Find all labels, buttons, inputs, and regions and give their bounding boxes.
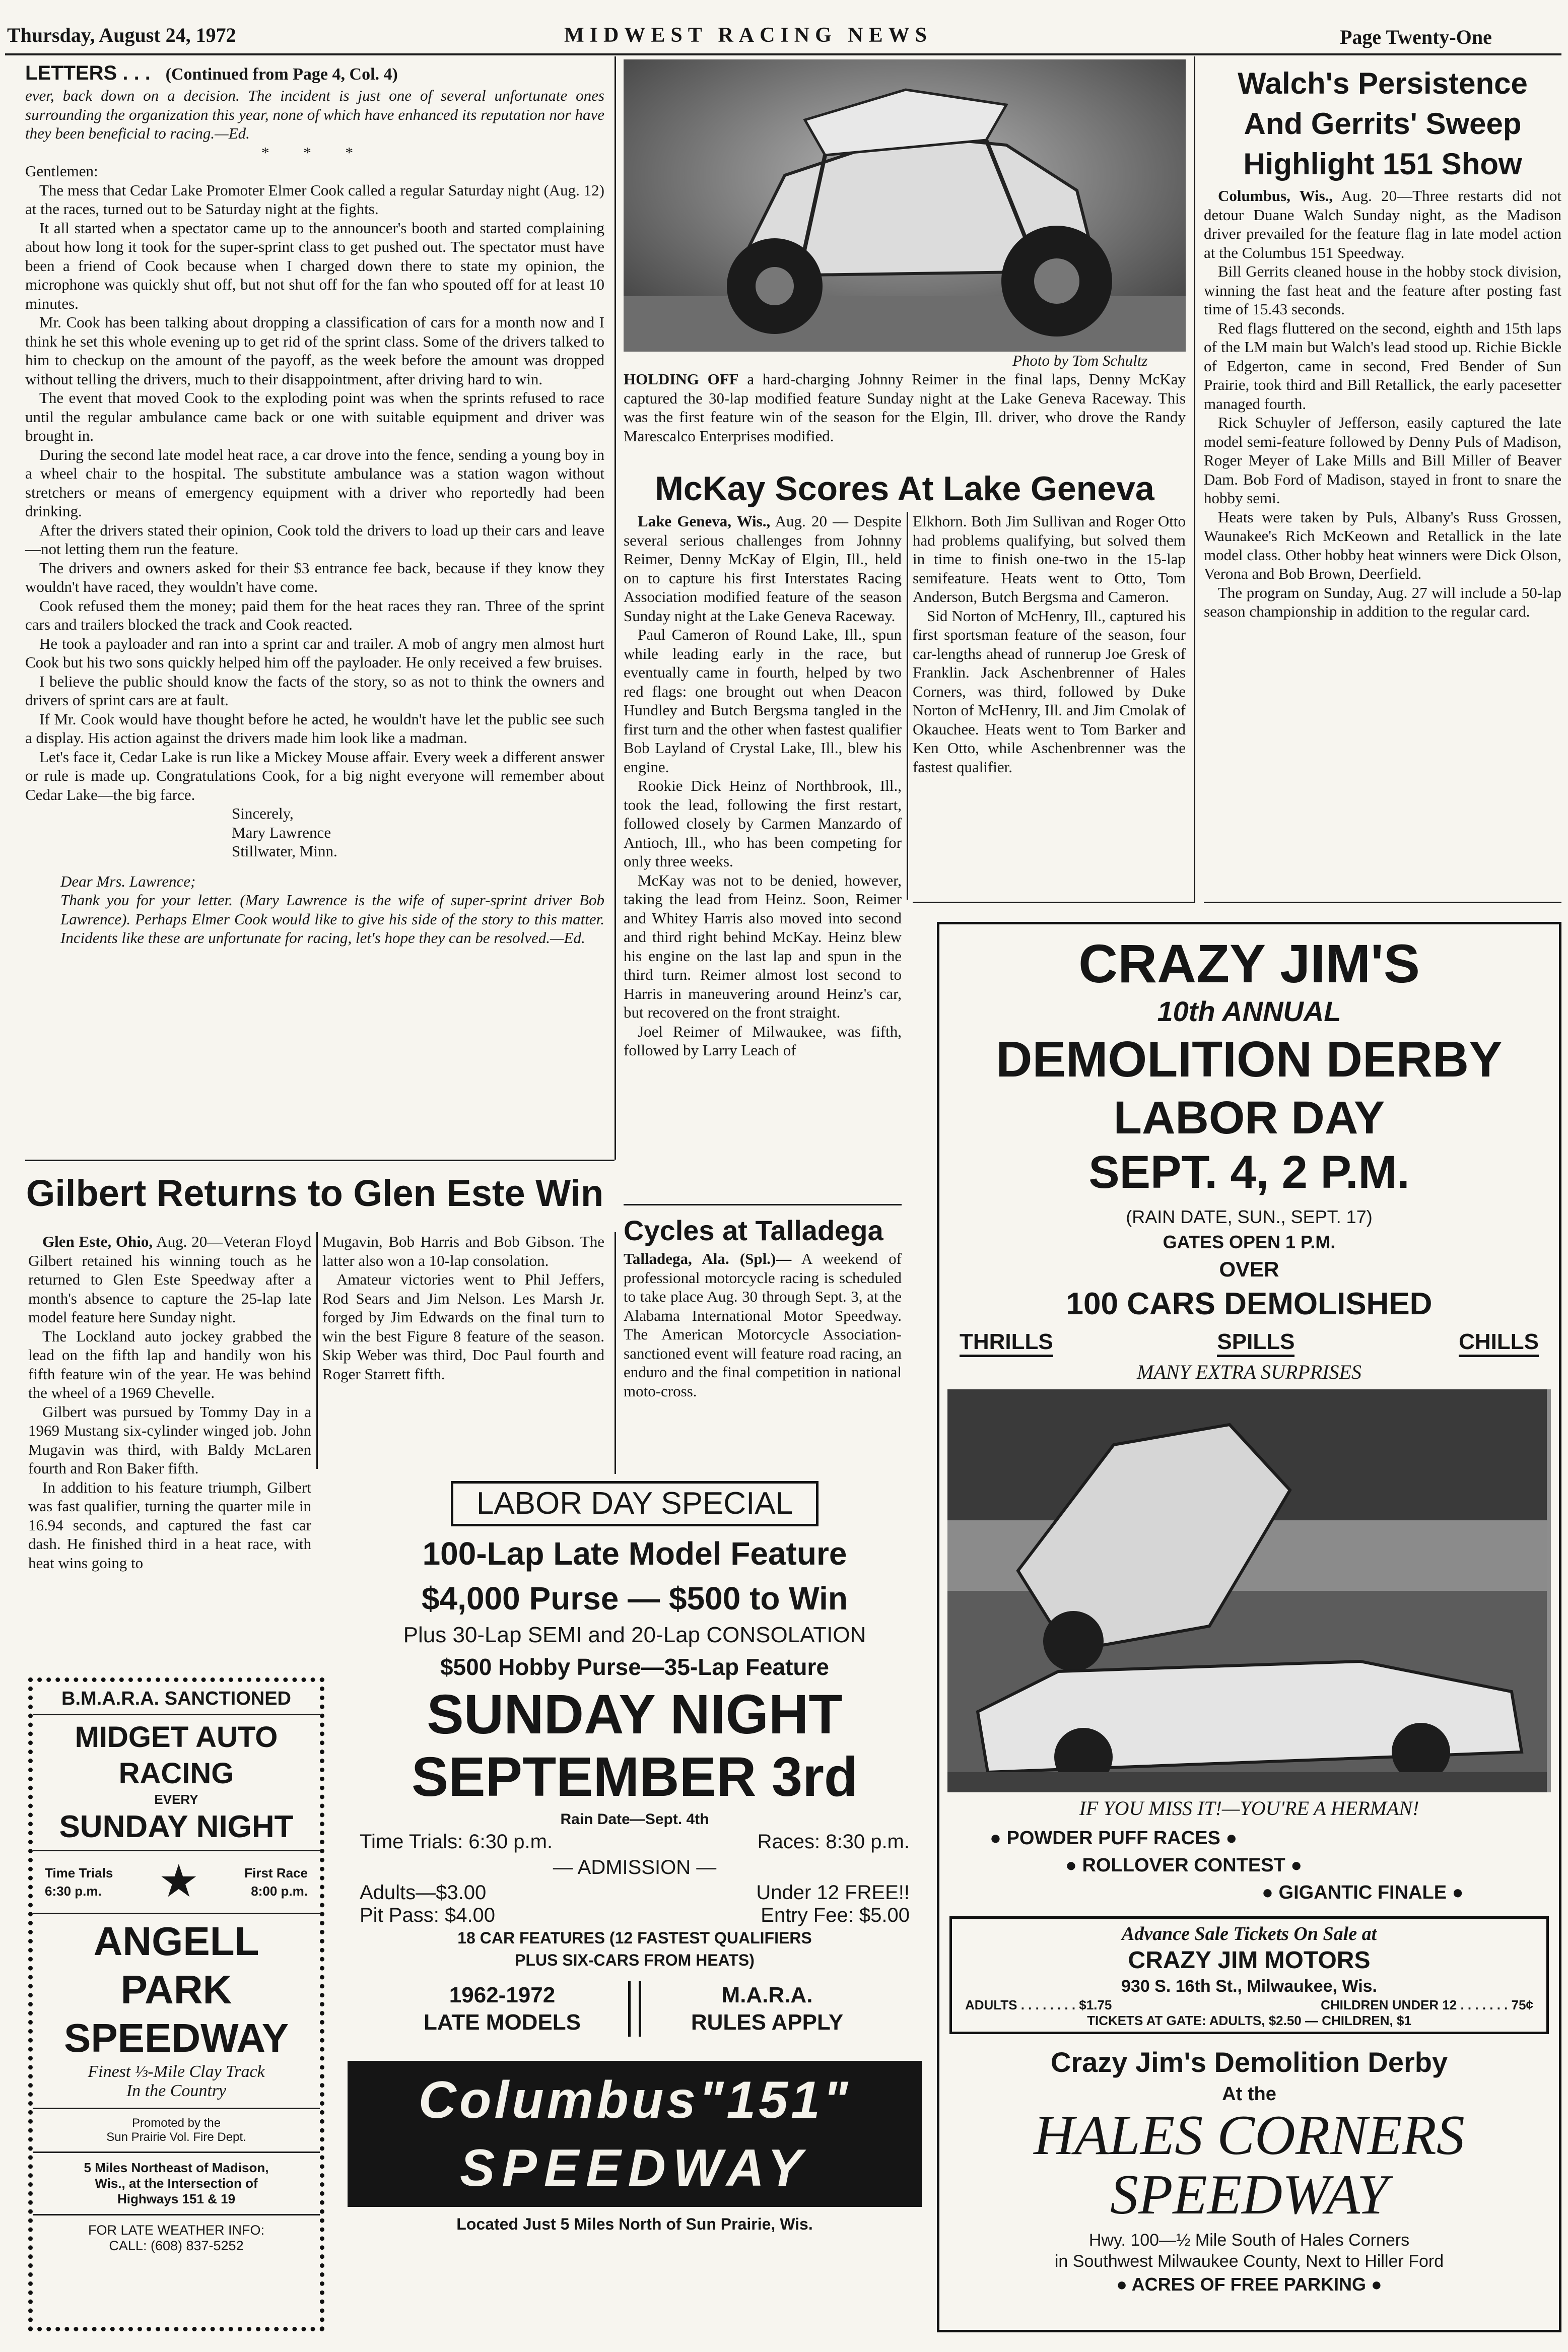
letters-reply: Thank you for your letter. (Mary Lawrence is the wife of super-sprint driver Bob Lawrence). Perhaps Elmer Cook would like to give his side of the story to this matter. Incidents like these are unfortunate for racing, let's hope they can be resolved.—Ed. (60, 891, 604, 947)
walch-paragraph: Heats were taken by Puls, Albany's Russ Grossen, Waunakee's Rich McKeown and Retallick in the late model class. Other hobby heat winners were Dick Olson, Verona and Bob Brown, Deerfield. (1204, 508, 1561, 582)
labor-mara: M.A.R.A. (721, 1983, 813, 2007)
cycles-headline: Cycles at Talladega (624, 1215, 883, 1246)
signoff-line: Stillwater, Minn. (232, 842, 337, 860)
race-car-photo (624, 59, 1186, 352)
masthead-paper: MIDWEST RACING NEWS (564, 24, 932, 47)
angell-fr-time: 8:00 p.m. (251, 1884, 308, 1899)
derby-rollover: ROLLOVER CONTEST (1082, 1855, 1285, 1876)
signoff-line: Mary Lawrence (232, 823, 331, 841)
masthead-rule (5, 53, 1561, 55)
labor-under-12: Under 12 FREE!! (756, 1881, 910, 1904)
walch-headline: And Gerrits' Sweep (1244, 107, 1522, 141)
gilbert-paragraph: Amateur victories went to Phil Jeffers, Rod Sears and Jim Nelson. Les Marsh Jr. forged by Jim Edwards on the final turn to win the best Figure 8 feature of the season. Skip Weber was third, Doc Paul fourth and Roger Starrett fifth. (322, 1270, 604, 1383)
derby-advance: Advance Sale Tickets On Sale at (1121, 1923, 1377, 1944)
column-rule-2 (1194, 56, 1195, 903)
star-icon: ★ (158, 1857, 199, 1907)
derby-ticket-box (949, 1916, 1549, 2034)
labor-prices-1 (337, 1881, 932, 1904)
mckay-paragraph: Sid Norton of McHenry, Ill., captured his first sportsman feature of the season, four car-lengths ahead of runnerup Joe Gresk of Franklin. Jack Aschenbrenner of Hales Corners, was third, followed by Duke Norton of McHenry, Ill. and Jim Cmolak of Okauchee. Heats went to Tom Barker and Ken Otto, while Aschenbrenner was the fastest qualifier. (913, 607, 1186, 776)
angell-sunday: SUNDAY NIGHT (59, 1809, 294, 1844)
derby-thrills-row (939, 1324, 1559, 1357)
letters-reply-salutation: Dear Mrs. Lawrence; (60, 872, 196, 890)
bullet-icon: ● (1116, 2274, 1132, 2295)
race-car-image (624, 59, 1186, 352)
mckay-paragraph: Paul Cameron of Round Lake, Ill., spun while leading early in the race, but eventually came in fourth, helped by two red flags: one brought out when Deacon Hundley and Butch Bergsma tangled in the first turn and the other when fastest qualifier Bob Layland of Crystal Lake, Ill., blew his engine. (624, 626, 902, 776)
derby-thrills: THRILLS (960, 1329, 1053, 1357)
columbus-speedway-name-1: Columbus"151" (418, 2071, 851, 2129)
mckay-column-1 (624, 512, 902, 1060)
letters-paragraph: I believe the public should know the facts of the story, so as not to think the owners and drivers of sprint cars are at fault. (25, 672, 604, 709)
labor-line-2: $4,000 Purse — $500 to Win (421, 1580, 848, 1617)
walch-paragraph: Bill Gerrits cleaned house in the hobby stock division, winning the fast heat and the feature after posting fast time of 15.43 seconds. (1204, 262, 1561, 318)
derby-hales-1: HALES CORNERS (1034, 2104, 1465, 2167)
letters-paragraph: The event that moved Cook to the exploding point was when the sprints refused to race until the regular ambulance came back or one with suitable equipment and driver was brought in. (25, 389, 604, 444)
angell-location-3: Highways 151 & 19 (117, 2191, 236, 2206)
letters-paragraph: Let's face it, Cedar Lake is run like a Mickey Mouse affair. Every week a different answer or rule is made up. Congratulations Cook, for a big night everyone will remember about Cedar Lake—the big farce. (25, 748, 604, 803)
labor-banner: LABOR DAY SPECIAL (451, 1481, 819, 1526)
derby-bullet-2 (939, 1852, 1559, 1879)
derby-parking: ACRES OF FREE PARKING (1131, 2274, 1367, 2295)
labor-entry-fee: Entry Fee: $5.00 (761, 1904, 910, 1926)
derby-hales-2: SPEEDWAY (1110, 2164, 1389, 2226)
angell-sanctioned: B.M.A.R.A. SANCTIONED (61, 1688, 291, 1709)
derby-finale: GIGANTIC FINALE (1278, 1882, 1447, 1903)
column-rule-3 (615, 1232, 616, 1474)
walch-headline: Walch's Persistence (1238, 66, 1528, 100)
derby-hwy-1: Hwy. 100—½ Mile South of Hales Corners (1088, 2231, 1410, 2250)
cycles-top-rule (624, 1204, 902, 1205)
derby-parking-row (939, 2272, 1559, 2297)
mckay-headline: McKay Scores At Lake Geneva (655, 469, 1154, 508)
labor-rules: RULES APPLY (691, 2010, 844, 2035)
gilbert-column-rule (316, 1232, 318, 1469)
angell-rule (33, 2214, 320, 2215)
labor-day-ad (337, 1481, 932, 2327)
angell-tt-label: Time Trials (45, 1865, 113, 1880)
angell-finest: Finest ⅓-Mile Clay Track (88, 2062, 265, 2081)
gilbert-first: Aug. 20—Veteran Floyd Gilbert retained his winning touch as he returned to Glen Este Speedway after a month's absence to capture the 25-lap late model feature here Sunday night. (28, 1233, 312, 1326)
cycles-body (624, 1249, 902, 1400)
derby-gate-prices: TICKETS AT GATE: ADULTS, $2.50 — CHILDREN, $1 (1087, 2013, 1411, 2028)
mckay-first: Aug. 20 — Despite several serious challenges from Johnny Reimer, Denny McKay of Elgin, Ill., held on to capture his first Interstates Racing Association modified feature of the season Sunday night at the Lake Geneva Raceway. (624, 512, 902, 625)
labor-cars-2: PLUS SIX-CARS FROM HEATS) (515, 1951, 755, 1969)
derby-address: 930 S. 16th St., Milwaukee, Wis. (1121, 1977, 1377, 1996)
bullet-icon: ● (1220, 1828, 1238, 1849)
demolition-derby-ad (937, 922, 1561, 2332)
derby-hwy-2: in Southwest Milwaukee County, Next to Hiller Ford (1054, 2252, 1444, 2271)
mckay-paragraph: Elkhorn. Both Jim Sullivan and Roger Otto had problems qualifying, but solved them in time to finish one-two in the 15-lap semifeature. Heats went to Otto, Tom Anderson, Butch Bergsma and Cameron. (913, 512, 1186, 606)
labor-time-trials: Time Trials: 6:30 p.m. (360, 1831, 553, 1853)
derby-children: CHILDREN UNDER 12 . . . . . . . 75¢ (1321, 1997, 1533, 2012)
bullet-icon: ● (1065, 1855, 1082, 1876)
gilbert-paragraph: Mugavin, Bob Harris and Bob Gibson. The latter also won a 10-lap consolation. (322, 1233, 604, 1269)
bullet-icon: ● (1285, 1855, 1303, 1876)
angell-times (33, 1854, 320, 1910)
labor-rain-date: Rain Date—Sept. 4th (560, 1811, 709, 1828)
mckay-paragraph: McKay was not to be denied, however, taking the lead from Heinz. Soon, Reimer and Whitey Harris also moved into second and third right behind McKay. Heinz blew his engine on the last lap and spun in the third turn. Reimer almost lost second to Harris in maneuvering around Heinz's car, but recovered on the front straight. (624, 871, 902, 1021)
angell-name-2: SPEEDWAY (63, 2015, 289, 2060)
labor-races-time: Races: 8:30 p.m. (757, 1831, 910, 1853)
letters-paragraph: The drivers and owners asked for their $3 entrance fee back, because if they know they wouldn't have raced, they wouldn't have come. (25, 559, 604, 595)
walch-paragraph: The program on Sunday, Aug. 27 will include a 50-lap season championship in addition to the regular card. (1204, 583, 1561, 620)
gilbert-column-2 (322, 1232, 604, 1383)
photo-caption (624, 370, 1186, 445)
bullet-icon: ● (1366, 2274, 1382, 2295)
derby-labor-day: LABOR DAY (1113, 1092, 1385, 1144)
letters-paragraph: He took a payloader and ran into a sprint car and trailer. A mob of angry men almost hurt Cook but his two sons quickly helped him off the payloader. He only received a few bruises. (25, 634, 604, 671)
derby-cars: 100 CARS DEMOLISHED (1066, 1287, 1433, 1321)
masthead-date: Thursday, August 24, 1972 (7, 24, 236, 46)
gilbert-paragraph: Gilbert was pursued by Tommy Day in a 1969 Mustang six-cylinder winged job. John Mugavin was third, with Baldy McLaren fourth and Ron Baker fifth. (28, 1402, 311, 1477)
derby-prices (957, 1997, 1541, 2013)
columbus-speedway-name-2: SPEEDWAY (460, 2139, 809, 2197)
derby-photo (947, 1389, 1551, 1792)
walch-first: Aug. 20—Three restarts did not detour Duane Walch Sunday night, as the Madison driver prevailed for the feature flag in late model action at the Columbus 151 Speedway. (1204, 187, 1561, 261)
letters-stars: * * * (261, 143, 368, 161)
angell-rule (33, 1850, 320, 1851)
mckay-paragraph: Joel Reimer of Milwaukee, was fifth, followed by Larry Leach of (624, 1022, 902, 1059)
letters-paragraph: Cook refused them the money; paid them for the heat races they ran. Three of the sprint cars and trailers blocked the track and Cook reacted. (25, 596, 604, 633)
labor-sunday: SUNDAY NIGHT (427, 1684, 843, 1745)
walch-headline: Highlight 151 Show (1243, 147, 1522, 181)
crashed-cars-image (947, 1389, 1547, 1792)
letters-signoff (232, 804, 604, 861)
labor-september: SEPTEMBER 3rd (411, 1746, 858, 1808)
derby-adults: ADULTS . . . . . . . . $1.75 (965, 1997, 1112, 2012)
gilbert-column-1 (28, 1232, 311, 1572)
letters-paragraph: It all started when a spectator came up to the announcer's booth and started complaining about how long it took for the super-sprint class to get pushed out. The spectator must have been a friend of Cook because when I charged down there to state my opinion, the microphone was quickly shut off, but not shut off for the fan who spouted off for at least 10 minutes. (25, 219, 604, 312)
mckay-column-rule (907, 512, 908, 900)
labor-line-1: 100-Lap Late Model Feature (422, 1535, 847, 1572)
angell-midget: MIDGET AUTO (75, 1721, 278, 1754)
derby-chills: CHILLS (1459, 1329, 1539, 1357)
mckay-dateline: Lake Geneva, Wis., (638, 512, 771, 530)
cycles-text: A weekend of professional motorcycle racing is scheduled to take place Aug. 30 through Sept. 3, at the Alabama International Motor Speedway. The American Motorcycle Association-sanctioned event will feature road racing, an enduro and the final competition in national moto-cross. (624, 1250, 902, 1400)
derby-demolition: DEMOLITION DERBY (996, 1031, 1503, 1088)
angell-racing: RACING (118, 1757, 234, 1790)
column-rule-1 (615, 56, 616, 1160)
angell-rule (33, 2152, 320, 2153)
walch-bottom-rule (1204, 902, 1561, 903)
letters-title: LETTERS . . . (25, 62, 151, 84)
labor-times (337, 1831, 932, 1853)
letters-body (25, 181, 604, 804)
angell-every: EVERY (154, 1792, 198, 1807)
angell-promoted: Promoted by the (131, 2116, 221, 2130)
labor-cars-1: 18 CAR FEATURES (12 FASTEST QUALIFIERS (457, 1929, 812, 1947)
derby-bullet-3 (939, 1879, 1559, 1906)
angell-fr-label: First Race (244, 1865, 308, 1880)
angell-location-1: 5 Miles Northeast of Madison, (84, 2160, 269, 2175)
labor-adults: Adults—$3.00 (360, 1881, 487, 1904)
photo-caption-text: a hard-charging Johnny Reimer in the final laps, Denny McKay captured the 30-lap modified feature Sunday night at the Lake Geneva Raceway. This was the first feature win of the season for the Elgin, Ill. driver, who drove the Randy Marescalco Enterprises modified. (624, 370, 1186, 445)
angell-dept: Sun Prairie Vol. Fire Dept. (106, 2130, 246, 2144)
letters-paragraph: After the drivers stated their opinion, Cook told the drivers to load up their cars and leave—not letting them run the feature. (25, 521, 604, 558)
angell-rule (33, 2108, 320, 2109)
derby-miss: IF YOU MISS IT!—YOU'RE A HERMAN! (1079, 1797, 1419, 1820)
derby-annual: 10th ANNUAL (1157, 995, 1341, 1027)
gilbert-top-rule (25, 1160, 615, 1161)
letters-intro: ever, back down on a decision. The incident is just one of several unfortunate ones surrounding the organization this year, none of which have enhanced its reputation nor have they been beneficial to racing.—Ed. (25, 87, 604, 142)
photo-caption-lead: HOLDING OFF (624, 370, 739, 388)
labor-late-models: LATE MODELS (423, 2010, 581, 2035)
walch-dateline: Columbus, Wis., (1218, 187, 1333, 205)
angell-name-1: ANGELL PARK (93, 1919, 259, 2012)
gilbert-dateline: Glen Este, Ohio, (42, 1233, 153, 1250)
derby-extra: MANY EXTRA SURPRISES (1137, 1361, 1361, 1383)
angell-rule (33, 1913, 320, 1914)
mckay-column-2 (913, 512, 1186, 776)
angell-rule (33, 1714, 320, 1715)
walch-paragraph: Red flags fluttered on the second, eighth and 15th laps of the LM main but Walch's lead stood up. Richie Bickle of Edgerton, came in second, Fred Bender of Sun Prairie, took third and Bill Retallick, the early pacesetter managed fourth. (1204, 319, 1561, 413)
labor-line-3: Plus 30-Lap SEMI and 20-Lap CONSOLATION (403, 1623, 866, 1647)
derby-over: OVER (1219, 1257, 1279, 1281)
angell-weather-1: FOR LATE WEATHER INFO: (88, 2223, 264, 2238)
derby-gates: GATES OPEN 1 P.M. (1163, 1232, 1336, 1252)
letters-paragraph: The mess that Cedar Lake Promoter Elmer Cook called a regular Saturday night (Aug. 12) at the races, turned out to be Saturday night at the fights. (25, 181, 604, 218)
gilbert-headline: Gilbert Returns to Glen Este Win (26, 1172, 604, 1214)
labor-pit-pass: Pit Pass: $4.00 (360, 1904, 496, 1926)
letters-paragraph: Mr. Cook has been talking about dropping a classification of cars for a month now and I think he set this whole evening up to get rid of the sprint class. Some of the drivers talked to him to checkup on the amount of the payoff, as the week before the amount was dropped without telling the drivers, much to their disappointment, after driving hard to win. (25, 313, 604, 388)
letters-greeting: Gentlemen: (25, 162, 98, 180)
bullet-icon: ● (990, 1828, 1007, 1849)
derby-bullet-1 (939, 1825, 1559, 1852)
angell-park-ad (28, 1677, 324, 2331)
mckay-paragraph: Rookie Dick Heinz of Northbrook, Ill., took the lead, following the first restart, followed closely by Carmen Manzardo of Antioch, Ill., who has been competing for only three weeks. (624, 777, 902, 870)
labor-prices-2 (337, 1904, 932, 1927)
derby-crazy-jims: CRAZY JIM'S (1078, 933, 1420, 994)
derby-spills: SPILLS (1217, 1329, 1294, 1357)
derby-date: SEPT. 4, 2 P.M. (1088, 1147, 1410, 1198)
angell-country: In the Country (126, 2081, 227, 2100)
signoff-line: Sincerely, (232, 804, 294, 822)
labor-divider (628, 1981, 641, 2037)
letters-continued: (Continued from Page 4, Col. 4) (165, 65, 398, 84)
cycles-dateline: Talladega, Ala. (Spl.)— (624, 1250, 792, 1267)
gilbert-paragraph: In addition to his feature triumph, Gilbert was fast qualifier, turning the quarter mile in 16.94 seconds, and captured the fast car dash. He finished third in a heat race, with heat wins going to (28, 1478, 311, 1572)
angell-weather-2: CALL: (608) 837-5252 (109, 2238, 244, 2253)
masthead-page: Page Twenty-One (1340, 26, 1492, 48)
letters-article (25, 61, 604, 948)
mckay-bottom-rule (913, 902, 1195, 903)
labor-line-4: $500 Hobby Purse—35-Lap Feature (440, 1654, 830, 1680)
derby-at: At the (1222, 2084, 1276, 2105)
photo-credit: Photo by Tom Schultz (1012, 352, 1148, 369)
derby-title-2: Crazy Jim's Demolition Derby (1050, 2046, 1448, 2078)
labor-years: 1962-1972 (449, 1983, 556, 2007)
bullet-icon: ● (1447, 1882, 1464, 1903)
derby-powder-puff: POWDER PUFF RACES (1006, 1828, 1220, 1849)
columbus-speedway-logo (348, 2061, 922, 2207)
derby-rain: (RAIN DATE, SUN., SEPT. 17) (1126, 1206, 1373, 1227)
walch-article (1204, 63, 1561, 621)
angell-tt-time: 6:30 p.m. (45, 1884, 102, 1899)
angell-location-2: Wis., at the Intersection of (95, 2176, 258, 2191)
bullet-icon: ● (1262, 1882, 1279, 1903)
derby-motors: CRAZY JIM MOTORS (1128, 1947, 1371, 1974)
letters-paragraph: During the second late model heat race, a car drove into the fence, sending a young boy in a wheel chair to the hospital. The substitute ambulance was a station wagon without stretchers or means of emergency equipment with a driver who reportedly had been drinking. (25, 445, 604, 520)
gilbert-paragraph: The Lockland auto jockey grabbed the lead on the fifth lap and handily won his fifth feature win of the year. He was behind the wheel of a 1969 Chevelle. (28, 1327, 311, 1401)
labor-admission: — ADMISSION — (553, 1856, 717, 1878)
labor-located: Located Just 5 Miles North of Sun Prairie, Wis. (456, 2215, 813, 2233)
letters-paragraph: If Mr. Cook would have thought before he acted, he wouldn't have let the public see such a display. His action against the drivers made him look like a madman. (25, 710, 604, 747)
walch-paragraph: Rick Schuyler of Jefferson, easily captured the late model semi-feature followed by Denny Puls of Madison, Roger Meyer of Lake Mills and Bill Miller of Beaver Dam. Bob Ford of Madison, stayed in front to snare the hobby semi. (1204, 414, 1561, 507)
labor-rules-row (337, 1981, 932, 2037)
